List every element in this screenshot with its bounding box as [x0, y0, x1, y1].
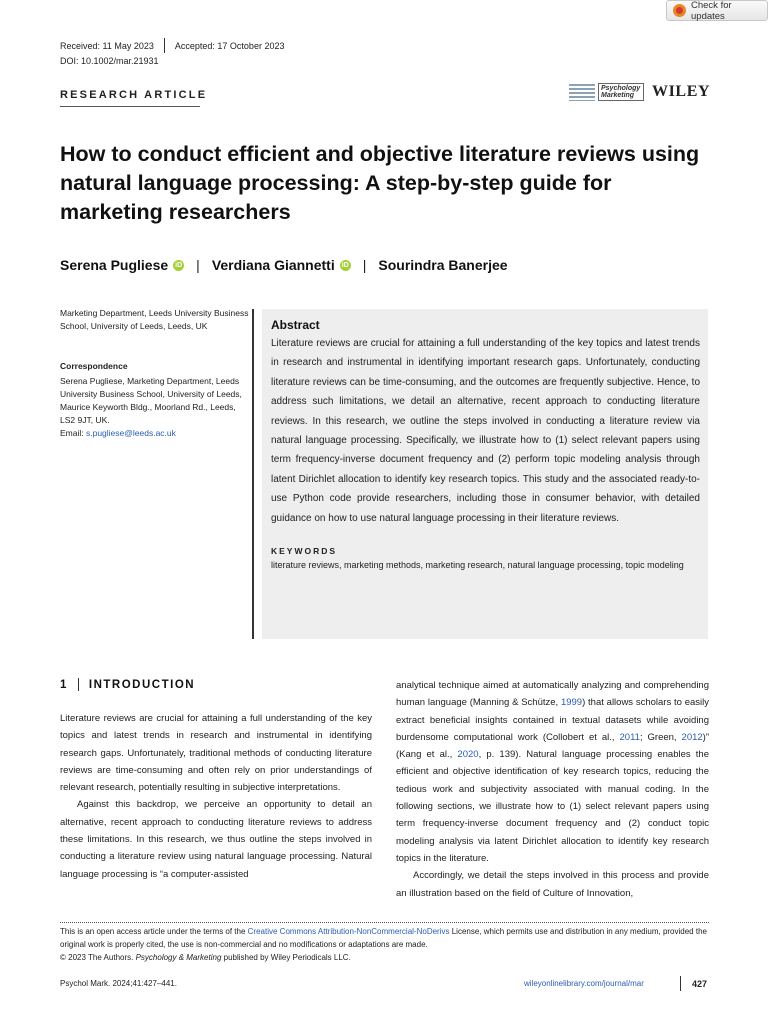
publisher-logo: WILEY: [652, 83, 711, 100]
footer-divider: [680, 976, 681, 991]
journal-name: Psychology & Marketing: [135, 952, 222, 962]
journal-logo-text: Psychology Marketing: [598, 83, 644, 101]
body-text: ) that allows scholars to easily extract beneficial insights contained in textual datasets while avoiding burdensome computational work (Collobert et al.,: [396, 697, 709, 743]
abstract-box: [262, 309, 708, 639]
journal-logo-mark: [569, 84, 595, 101]
article-dates: [60, 38, 284, 53]
body-paragraph: Literature reviews are crucial for attaining a full understanding of the key topics and latest trends in research and instrumental in identifying research gaps. Unfortunately, traditional methods of conducting literature reviews are time-consuming and often rely on prior understandings of relevant research, potentially resulting in subjective interpretations.: [60, 713, 372, 794]
correspondence-address: Serena Pugliese, Marketing Department, Leeds University Business School, University of Leeds, Maurice Keyworth Bldg., Moorland Rd., Leeds, LS2 9JT, UK.: [60, 376, 242, 425]
received-date: Received: 11 May 2023: [60, 40, 154, 51]
keywords-heading: KEYWORDS: [271, 546, 338, 557]
author-name[interactable]: Serena Pugliese: [60, 257, 169, 273]
section-type: RESEARCH ARTICLE: [60, 89, 208, 101]
section-number: 1: [60, 678, 68, 691]
author-name[interactable]: Sourindra Banerjee: [378, 257, 508, 273]
page-number: 427: [692, 979, 708, 989]
section-title: INTRODUCTION: [88, 678, 196, 691]
license-note: [60, 926, 710, 964]
body-paragraph: Against this backdrop, we perceive an opportunity to detail an alternative, recent approach to conducting literature reviews to address these limitations. In this research, we thus outline the steps involved in conducting a literature review using natural language processing. Natural language processing is “a computer-assisted: [60, 799, 372, 880]
body-paragraph: Accordingly, we detail the steps involved in this process and provide an illustration based on the field of Culture of Innovation,: [396, 870, 709, 899]
body-text: analytical technique aimed at automatically analyzing and comprehending human language (Manning & Schütze,: [396, 680, 709, 709]
article-title: How to conduct efficient and objective literature reviews using natural language processing: A step-by-step guide for marketing researchers: [60, 142, 700, 224]
keywords: literature reviews, marketing methods, marketing research, natural language processing, topic modeling: [271, 560, 684, 571]
author-separator: |: [362, 257, 367, 273]
license-link[interactable]: Creative Commons Attribution-NonCommercial-NoDerivs: [247, 927, 450, 936]
journal-url-link[interactable]: wileyonlinelibrary.com/journal/mar: [524, 979, 644, 988]
author-list: [60, 257, 508, 273]
footnote-divider: [60, 922, 709, 923]
date-divider: [164, 38, 165, 53]
body-text: , p. 139). Natural language processing enables the efficient and objective identification of key research topics, reducing the tedious work and subjectivity associated with manual coding. In the following sections, we illustrate how to (1) select relevant papers using term frequency-inverse document frequency and (2) conduct topic modeling analysis via latent Dirichlet allocation to identify key research topics in the literature.: [396, 749, 709, 864]
license-text: License, which permits use and distribution in any medium, provided the original work is properly cited, the use is non-commercial and no modifications or adaptations are made.: [60, 927, 707, 949]
sidebar-divider: [252, 309, 254, 639]
journal-citation: Psychol Mark. 2024;41:427–441.: [60, 979, 177, 988]
affiliation: Marketing Department, Leeds University Business School, University of Leeds, Leeds, UK: [60, 308, 249, 331]
journal-logo: [569, 83, 710, 101]
citation-link[interactable]: 2011: [619, 731, 640, 743]
section-heading-divider: [78, 678, 79, 691]
copyright-text: © 2023 The Authors.: [60, 952, 136, 962]
orcid-icon[interactable]: iD: [175, 261, 183, 269]
doi: DOI: 10.1002/mar.21931: [60, 56, 159, 66]
crossmark-icon: [673, 4, 686, 17]
correspondence-heading: Correspondence: [60, 361, 128, 371]
body-paragraph: [396, 677, 709, 867]
abstract-text: Literature reviews are crucial for attaining a full understanding of the key topics and latest trends in research and instrumental in identifying important research gaps. Unfortunately, conducting literature reviews can be time-consuming, and the outcomes are frequently subjective. Hence, to address such limitations, we detail an alternative, recent approach to conducting literature reviews. In this research, we outline the steps involved in conducting a literature review via natural language processing. Specifically, we illustrate how to (1) select relevant papers using term frequency-inverse document frequency and (2) perform topic modeling analysis through latent Dirichlet allocation to identify key research topics. This study and the associated ready-to-use Python code provide researchers, including those in consumer behavior, with detailed guidance on how to use natural language processing in their literature reviews.: [271, 338, 700, 524]
email-link[interactable]: s.pugliese@leeds.ac.uk: [85, 428, 176, 438]
check-for-updates-button[interactable]: [666, 0, 768, 21]
author-name[interactable]: Verdiana Giannetti: [211, 257, 335, 273]
body-column-left: [60, 710, 372, 883]
section-underline: [60, 106, 200, 107]
body-column-right: [396, 677, 709, 902]
accepted-date: Accepted: 17 October 2023: [174, 40, 285, 51]
orcid-icon[interactable]: iD: [341, 261, 349, 269]
license-text: This is an open access article under the terms of the: [60, 927, 248, 936]
body-text: ; Green,: [639, 731, 682, 743]
author-separator: |: [196, 257, 200, 273]
copyright-text: published by Wiley Periodicals LLC.: [221, 952, 351, 962]
email-label: Email:: [60, 428, 86, 438]
correspondence: [60, 375, 250, 440]
citation-link[interactable]: 2012: [681, 731, 703, 743]
body-text: )” (Kang et al.,: [396, 731, 709, 761]
check-for-updates-label: Check for updates: [691, 0, 732, 22]
section-heading: [60, 678, 195, 691]
citation-link[interactable]: 2020: [457, 749, 479, 761]
citation-link[interactable]: 1999: [560, 697, 583, 709]
abstract-heading: Abstract: [271, 318, 320, 332]
